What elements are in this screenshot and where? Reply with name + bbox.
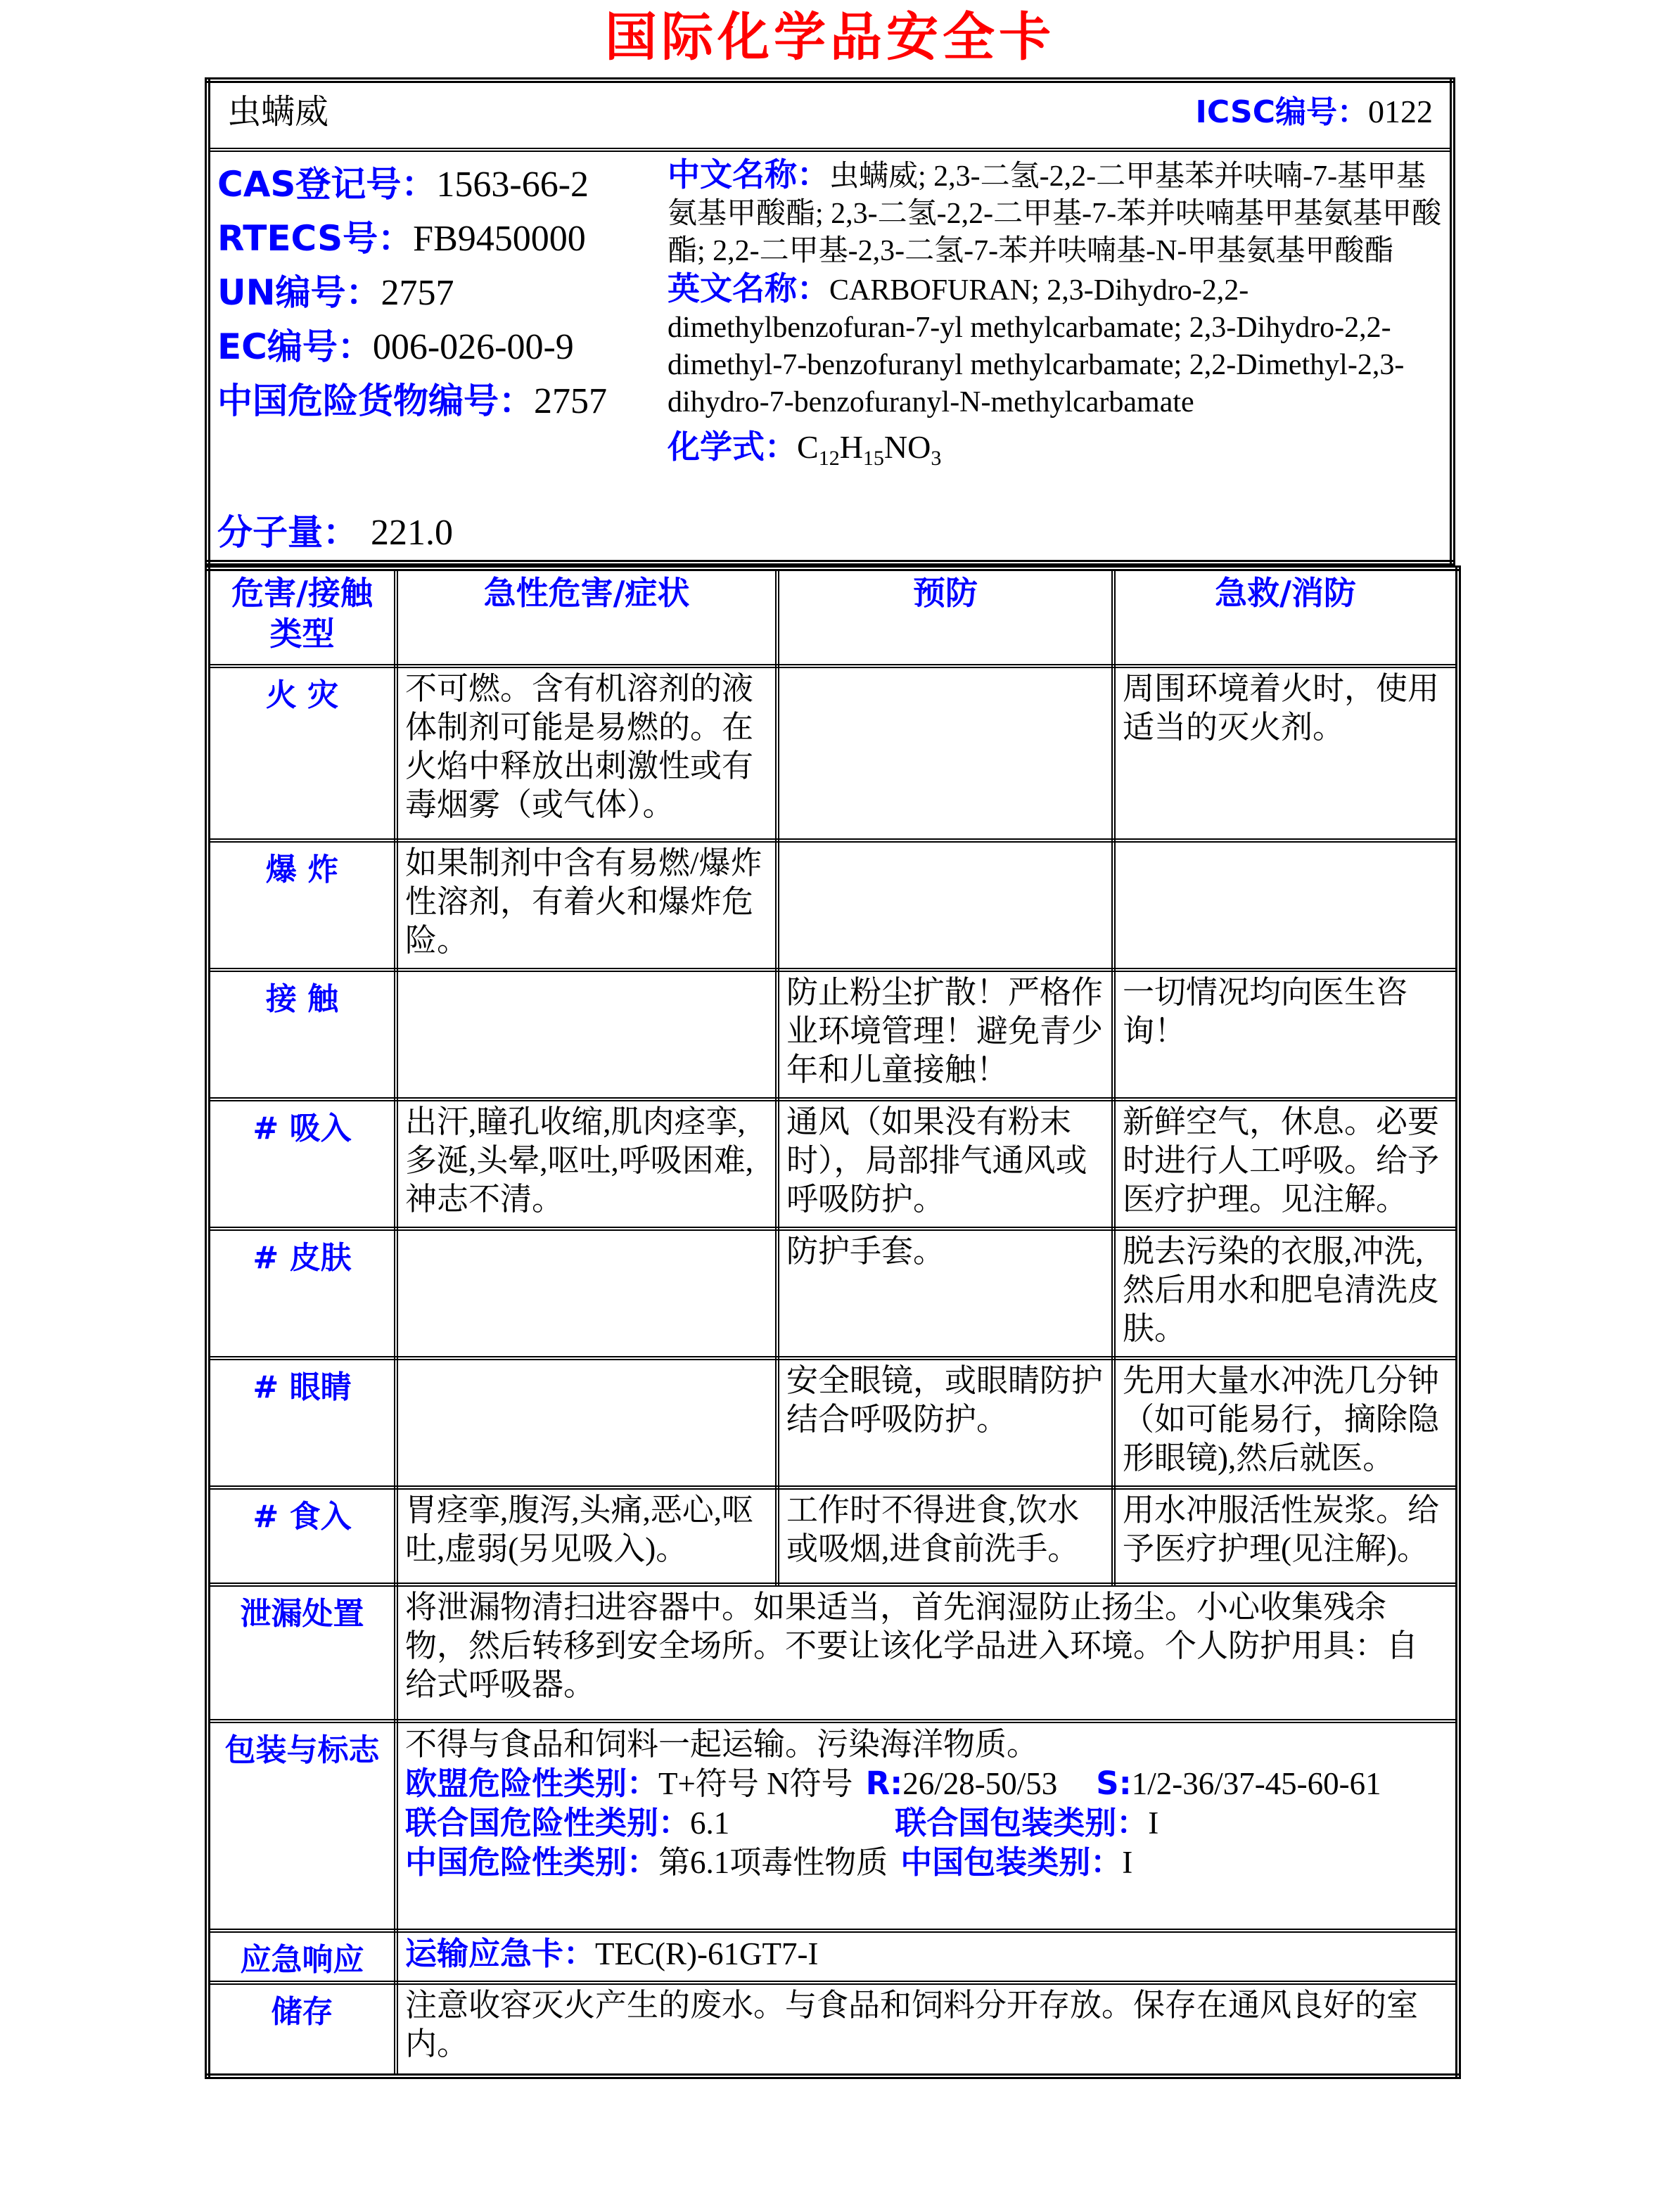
hazard-table [205, 565, 1461, 2079]
eyes-prevention: 安全眼镜，或眼睛防护结合呼吸防护。 [777, 1358, 1113, 1488]
chemical-formula-value: $C_{12}H_{15}NO_3$ [797, 429, 942, 471]
exposure-row [208, 970, 1458, 1099]
inhalation-response: 新鲜空气，休息。必要时进行人工呼吸。给予医疗护理。见注解。 [1113, 1099, 1458, 1229]
un-hazard-class-value: 6.1 [690, 1805, 730, 1841]
packaging-row-label: 包装与标志 [208, 1721, 396, 1931]
icsc-card [205, 77, 1455, 2079]
skin-symptoms [396, 1229, 777, 1358]
inhalation-row [208, 1099, 1458, 1229]
emergency-content [396, 1931, 1458, 1983]
identity-cell [208, 150, 1452, 563]
chinese-name-paragraph [668, 156, 1443, 270]
fire-response: 周围环境着火时，使用适当的灭火剂。 [1113, 666, 1458, 840]
china-dg-number-line [217, 374, 668, 428]
cn-hazard-class-label: 中国危险性类别： [405, 1843, 659, 1881]
header-prevention: 预防 [777, 568, 1113, 666]
explosion-row-label: 爆 炸 [208, 840, 396, 970]
un-packing-group-label: 联合国包装类别： [895, 1804, 1149, 1841]
exposure-prevention: 防止粉尘扩散！严格作业环境管理！避免青少年和儿童接触！ [777, 970, 1113, 1099]
s-phrases-label: S: [1096, 1765, 1132, 1802]
storage-row-label: 储存 [208, 1983, 396, 2076]
molecular-weight-value: 221.0 [371, 513, 453, 553]
substance-header-cell [208, 80, 1452, 150]
skin-row-label: # 皮肤 [208, 1229, 396, 1358]
inhalation-symptoms: 出汗,瞳孔收缩,肌肉痉挛,多涎,头晕,呕吐,呼吸困难,神志不清。 [396, 1099, 777, 1229]
ec-number-label: EC编号： [217, 326, 373, 367]
identifier-list [217, 153, 668, 558]
explosion-prevention [777, 840, 1113, 970]
inhalation-prevention: 通风（如果没有粉末时），局部排气通风或呼吸防护。 [777, 1099, 1113, 1229]
eu-hazard-class-label: 欧盟危险性类别： [405, 1765, 659, 1802]
storage-text: 注意收容灭火产生的废水。与食品和饲料分开存放。保存在通风良好的室内。 [396, 1983, 1458, 2076]
cas-number-label: CAS登记号： [217, 164, 437, 205]
eu-hazard-class-line [405, 1764, 1448, 1803]
fire-symptoms: 不可燃。含有机溶剂的液体制剂可能是易燃的。在火焰中释放出刺激性或有毒烟雾（或气体）。 [396, 666, 777, 840]
ingestion-row-label: # 食入 [208, 1488, 396, 1585]
ingestion-symptoms: 胃痉挛,腹泻,头痛,恶心,呕吐,虚弱(另见吸入)。 [396, 1488, 777, 1585]
r-phrases-value: 26/28-50/53 [902, 1766, 1058, 1801]
page-title: 国际化学品安全卡 [605, 7, 1055, 68]
header-hazard-type: 危害/接触类型 [208, 568, 396, 666]
transport-emergency-card-value: TEC(R)-61GT7-I [595, 1936, 819, 1971]
exposure-row-label: 接 触 [208, 970, 396, 1099]
chinese-name-value: 虫螨威; 2,3-二氢-2,2-二甲基苯并呋喃-7-基甲基氨基甲酸酯; 2,3-二氢-2,2-二甲基-7-苯并呋喃基甲基氨基甲酸酯; 2,2-二甲基-2,3-二氢-7-苯并呋喃基-N-甲基氨基甲酸酯 [668, 160, 1442, 267]
ec-number-value: 006-026-00-9 [372, 327, 574, 367]
transport-emergency-card-label: 运输应急卡： [405, 1935, 596, 1972]
molecular-weight-label: 分子量： [217, 512, 358, 553]
ec-number-line [217, 320, 668, 374]
eyes-row-label: # 眼睛 [208, 1358, 396, 1488]
spillage-row [208, 1585, 1458, 1721]
china-dg-number-label: 中国危险货物编号： [217, 381, 534, 421]
eu-hazard-class-value: T+符号 N符号 [658, 1766, 853, 1801]
un-number-value: 2757 [381, 273, 454, 313]
identifier-lines [217, 158, 668, 428]
english-name-label: 英文名称： [668, 269, 829, 307]
chinese-name-label: 中文名称： [668, 155, 829, 193]
cn-hazard-class-value: 第6.1项毒性物质 [658, 1845, 888, 1880]
ingestion-response: 用水冲服活性炭浆。给予医疗护理(见注解)。 [1113, 1488, 1458, 1585]
identity-row [208, 150, 1452, 563]
fire-row-label: 火 灾 [208, 666, 396, 840]
header-firstaid-firefighting: 急救/消防 [1113, 568, 1458, 666]
cn-packing-group-value: I [1122, 1845, 1133, 1880]
molecular-weight-line [217, 507, 668, 558]
cn-class-line [405, 1843, 1448, 1882]
top-section-table [205, 77, 1455, 565]
emergency-response-row [208, 1931, 1458, 1983]
storage-row [208, 1983, 1458, 2076]
substance-header-row [208, 80, 1452, 150]
fire-prevention [777, 666, 1113, 840]
inhalation-row-label: # 吸入 [208, 1099, 396, 1229]
un-class-line [405, 1803, 1448, 1843]
icsc-number-group [1196, 87, 1433, 132]
explosion-row [208, 840, 1458, 970]
un-number-label: UN编号： [217, 272, 381, 313]
fire-row [208, 666, 1458, 840]
ingestion-row [208, 1488, 1458, 1585]
s-phrases-value: 1/2-36/37-45-60-61 [1131, 1766, 1381, 1801]
skin-response: 脱去污染的衣服,冲洗,然后用水和肥皂清洗皮肤。 [1113, 1229, 1458, 1358]
cas-number-line [217, 158, 668, 212]
header-acute-symptoms: 急性危害/症状 [396, 568, 777, 666]
eyes-response: 先用大量水冲洗几分钟（如可能易行，摘除隐形眼镜),然后就医。 [1113, 1358, 1458, 1488]
china-dg-number-value: 2757 [534, 381, 607, 421]
cas-number-value: 1563-66-2 [436, 165, 589, 205]
english-name-value: CARBOFURAN; 2,3-Dihydro-2,2-dimethylbenzofuran-7-yl methylcarbamate; 2,3-Dihydro-2,2-dimethyl-7-benzofuranyl methylcarbamate; 2,2-Dimethyl-2,3-dihydro-7-benzofuranyl-N-methylcarbamate [668, 274, 1405, 418]
icsc-number-label: ICSC编号： [1195, 94, 1368, 130]
chemical-formula-label: 化学式： [668, 428, 797, 466]
eyes-row [208, 1358, 1458, 1488]
packaging-labelling-row [208, 1721, 1458, 1931]
exposure-symptoms [396, 970, 777, 1099]
explosion-response [1113, 840, 1458, 970]
hazard-header-row [208, 568, 1458, 666]
r-phrases-label: R: [865, 1765, 903, 1802]
substance-name: 虫螨威 [227, 94, 329, 131]
rtecs-number-value: FB9450000 [413, 219, 586, 259]
english-name-paragraph [668, 270, 1443, 421]
skin-prevention: 防护手套。 [777, 1229, 1113, 1358]
ingestion-prevention: 工作时不得进食,饮水或吸烟,进食前洗手。 [777, 1488, 1113, 1585]
rtecs-number-label: RTECS号： [217, 218, 414, 259]
un-number-line [217, 266, 668, 320]
packaging-content [396, 1721, 1458, 1931]
rtecs-number-line [217, 212, 668, 266]
spillage-text: 将泄漏物清扫进容器中。如果适当，首先润湿防止扬尘。小心收集残余物，然后转移到安全场所。不要让该化学品进入环境。个人防护用具：自给式呼吸器。 [396, 1585, 1458, 1721]
cn-packing-group-label: 中国包装类别： [900, 1843, 1123, 1881]
icsc-document [0, 7, 1660, 2212]
eyes-symptoms [396, 1358, 777, 1488]
emergency-row-label: 应急响应 [208, 1931, 396, 1983]
un-hazard-class-label: 联合国危险性类别： [405, 1804, 691, 1841]
spillage-row-label: 泄漏处置 [208, 1585, 396, 1721]
exposure-response: 一切情况均向医生咨询！ [1113, 970, 1458, 1099]
explosion-symptoms: 如果制剂中含有易燃/爆炸性溶剂，有着火和爆炸危险。 [396, 840, 777, 970]
icsc-number-value: 0122 [1368, 93, 1433, 129]
un-packing-group-value: I [1148, 1805, 1159, 1841]
names-block [668, 153, 1443, 558]
packaging-transport-note: 不得与食品和饲料一起运输。污染海洋物质。 [405, 1727, 1039, 1762]
chemical-formula-line [668, 424, 1443, 481]
skin-row [208, 1229, 1458, 1358]
